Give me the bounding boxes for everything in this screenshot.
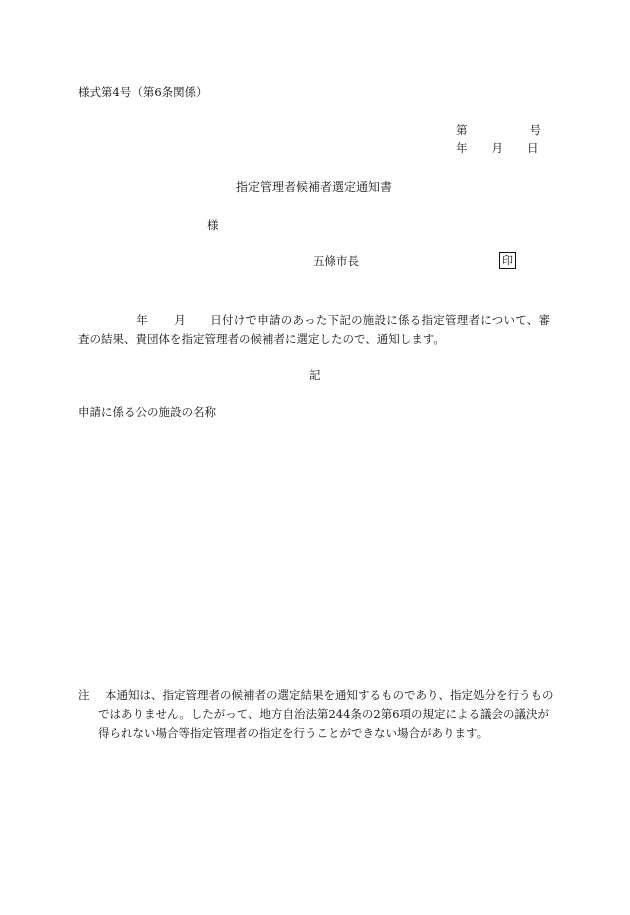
note-body-text: 本通知は、指定管理者の候補者の選定結果を通知するものであり、指定処分を行うものではありません。したがって、地方自治法第244条の2第6項の規定による議会の議決が得られない場合等指定管理者の指定を行うことができない場合があります。: [98, 688, 554, 740]
body-year: 年: [136, 313, 148, 327]
note-head: 注: [78, 688, 90, 702]
form-number: 様式第4号（第6条関係）: [78, 85, 208, 99]
date-month: 月: [491, 141, 503, 155]
body-text: 日付けで申請のあった下記の施設に係る指定管理者について、審査の結果、貴団体を指定管理者の候補者に選定したので、通知します。: [78, 313, 551, 346]
addressee-suffix: 様: [207, 218, 219, 232]
document-title: 指定管理者候補者選定通知書: [236, 180, 393, 194]
document-number-line: [456, 124, 541, 138]
note-text: [98, 686, 554, 743]
number-suffix: 号: [529, 123, 541, 137]
notice-body: [78, 311, 550, 349]
facility-name-label: 申請に係る公の施設の名称: [78, 405, 216, 419]
date-year: 年: [456, 141, 468, 155]
body-month: 月: [174, 313, 186, 327]
sender-name: 五條市長: [313, 254, 359, 268]
note-section: [78, 686, 554, 743]
number-prefix: 第: [456, 123, 468, 137]
ki-heading: 記: [309, 368, 321, 382]
date-line: [456, 142, 539, 156]
seal-mark: 印: [499, 252, 516, 269]
date-day: 日: [527, 141, 539, 155]
